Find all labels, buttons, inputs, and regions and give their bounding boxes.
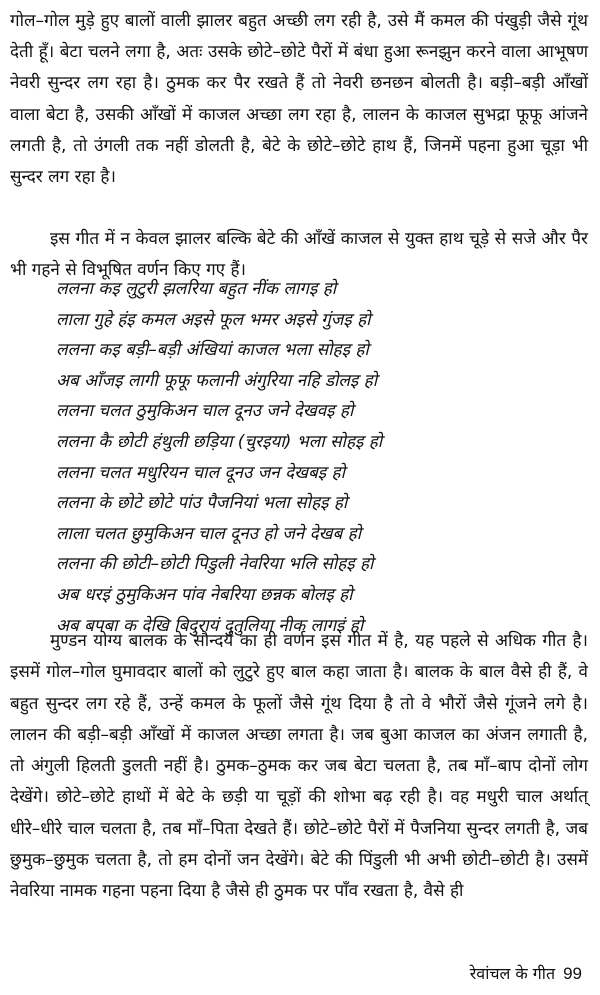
verse-line: ललना के छोटे छोटे पांउ पैजनियां भला सोहइ हो bbox=[56, 493, 348, 514]
verse-line: ललना कइ बड़ी–बड़ी अंखियां काजल भला सोहइ हो bbox=[56, 340, 369, 361]
paragraph-2: इस गीत में न केवल झालर बल्कि बेटे की आँखें काजल से युक्त हाथ चूड़े से सजे और पैर भी गहने से विभूषित वर्णन किए गए हैं। bbox=[10, 229, 588, 280]
page-footer bbox=[470, 962, 582, 984]
running-title: रेवांचल के गीत bbox=[469, 964, 556, 983]
verse-line: लाला चलत छुमुकिअन चाल दूनउ हो जने देखब हो bbox=[56, 523, 362, 544]
song-verses bbox=[56, 274, 576, 641]
verse-line: अब धरइं ठुमुकिअन पांव नेबरिया छन्नक बोलइ हो bbox=[56, 584, 353, 605]
verse-line: ललना की छोटी–छोटी पिडुली नेवरिया भलि सोहइ हो bbox=[56, 554, 374, 575]
verse-line: अब आँजइ लागी फूफू फलानी अंगुरिया नहि डोलइ हो bbox=[56, 370, 378, 391]
paragraph-3: मुण्डन योग्य बालक के सौन्दर्य का ही वर्णन इस गीत में है, यह पहले से अधिक गीत है। इसमें गोल–गोल घुमावदार बालों को लुटुरे हुए बाल कहा जाता है। बालक के बाल वैसे ही हैं, वे बहुत सुन्दर लग रहे हैं, उन्हें कमल के फूलों जैसे गूंथ दिया है तो वे भौरों जैसे गूंजने लगे है। लालन की बड़ी–बड़ी आँखों में काजल अच्छा लगता है। जब बुआ काजल का अंजन लगाती है, तो अंगुली हिलती डुलती नहीं है। ठुमक–ठुमक कर जब बेटा चलता है, तब माँ–बाप दोनों लोग देखेंगे। छोटे–छोटे हाथों में बेटे के छड़ी या चूड़ों की शोभा बढ़ रही है। वह मधुरी चाल अर्थात् धीरे–धीरे चाल चलता है, तब माँ–पिता देखते हैं। छोटे–छोटे पैरों में पैजनिया सुन्दर लगती है, जब छुमुक–छुमुक चलता है, तो हम दोनों जन देखेंगे। बेटे की पिंडुली भी अभी छोटी–छोटी है। उसमें नेवरिया नामक गहना पहना दिया है जैसे ही ठुमक पर पाँव रखता है, वैसे ही bbox=[10, 631, 588, 902]
verse-line: ललना चलत मधुरियन चाल दूनउ जन देखबइ हो bbox=[56, 462, 345, 483]
verse-line: ललना कै छोटी हंथुली छड़िया (चुरइया) भला सोहइ हो bbox=[56, 431, 383, 452]
page-number: 99 bbox=[563, 964, 582, 983]
paragraph-1: गोल–गोल मुड़े हुए बालों वाली झालर बहुत अच्छी लग रही है, उसे मैं कमल की पंखुड़ी जैसे गूंथ देती हूँ। बेटा चलने लगा है, अतः उसके छोटे–छोटे पैरों में बंधा हुआ रूनझुन करने वाला आभूषण नेवरी सुन्दर लग रहा है। ठुमक कर पैर रखते हैं तो नेवरी छनछन बोलती है। बड़ी–बड़ी आँखों वाला बेटा है, उसकी आँखों में काजल अच्छा लग रहा है, लालन के काजल सुभद्रा फूफू आंजने लगती है, तो उंगली तक नहीं डोलती है, बेटे के छोटे–छोटे हाथ हैं, जिनमें पहना हुआ चूड़ा भी सुन्दर लग रहा है। bbox=[10, 11, 588, 188]
verse-line: अब बपबा क देखि बिदुरायं दुतुलिया नीक लागइं हो bbox=[56, 615, 364, 636]
verse-line: लाला गुहे हंइ कमल अइसे फूल भमर अइसे गुंजइ हो bbox=[56, 309, 371, 330]
verse-line: ललना कइ लुटुरी झलरिया बहुत नींक लागइ हो bbox=[56, 279, 337, 299]
verse-line: ललना चलत ठुमुकिअन चाल दूनउ जने देखवइ हो bbox=[56, 401, 354, 422]
